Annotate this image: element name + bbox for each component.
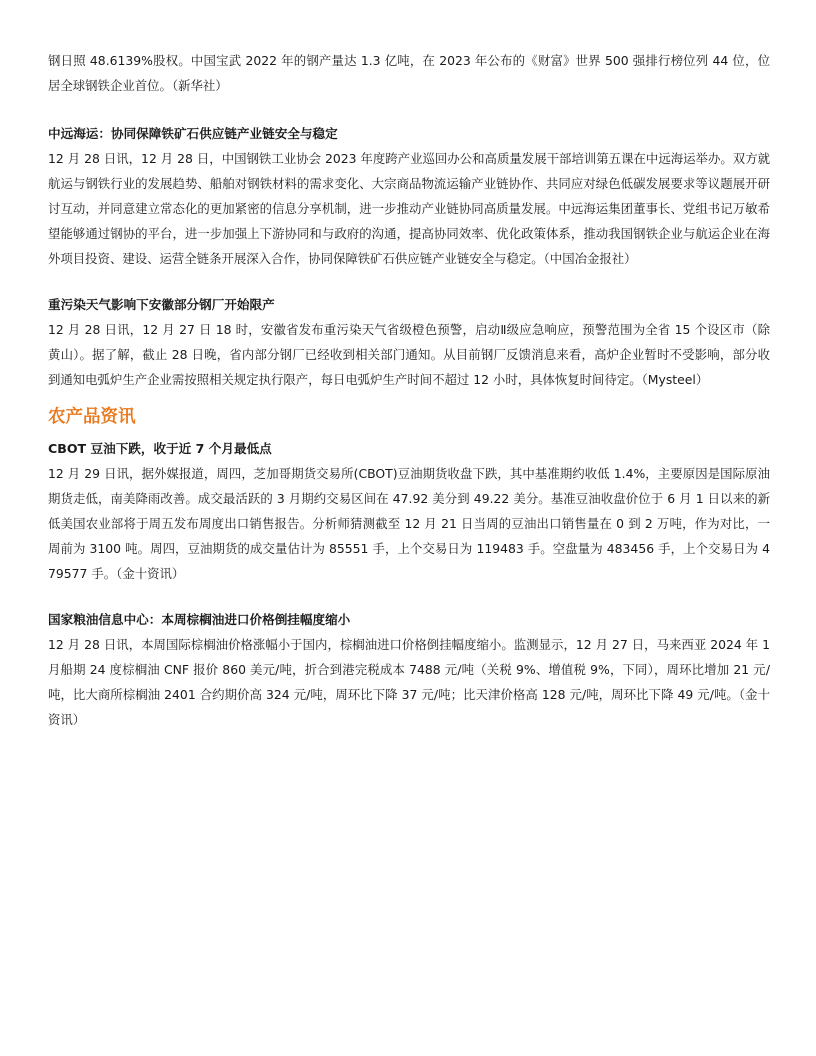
article-body: 12 月 28 日讯，本周国际棕榈油价格涨幅小于国内，棕榈油进口价格倒挂幅度缩小。监测显示，12 月 27 日，马来西亚 2024 年 1 月船期 24 度棕榈油 CNF 报价 860 美元/吨，折合到港完税成本 7488 元/吨（关税 9%、增值税 9%，下同），周环比增加 21 元/吨，比大商所棕榈油 2401 合约期价高 324 元/吨，周环比下降 37 元/吨；比天津价格高 128 元/吨，周环比下降 49 元/吨。（金十资讯） (48, 637, 770, 727)
document-page (48, 48, 770, 732)
article-headline: 中远海运：协同保障铁矿石供应链产业链安全与稳定 (48, 126, 338, 141)
news-article-cosco (48, 121, 770, 271)
article-body: 12 月 29 日讯，据外媒报道，周四，芝加哥期货交易所(CBOT)豆油期货收盘下跌，其中基准期约收低 1.4%，主要原因是国际原油期货走低，南美降雨改善。成交最活跃的 3 月期约交易区间在 47.92 美分到 49.22 美分。基准豆油收盘价位于 6 月 1 日以来的新低美国农业部将于周五发布周度出口销售报告。分析师猜测截至 12 月 21 日当周的豆油出口销售量在 0 到 2 万吨，作为对比，一周前为 3100 吨。周四，豆油期货的成交量估计为 85551 手，上个交易日为 119483 手。空盘量为 483456 手，上个交易日为 479577 手。（金十资讯） (48, 466, 770, 581)
news-article-anhui (48, 292, 770, 392)
article-headline: 国家粮油信息中心：本周棕榈油进口价格倒挂幅度缩小 (48, 612, 351, 627)
news-article-cbot (48, 436, 770, 586)
article-headline: 重污染天气影响下安徽部分钢厂开始限产 (48, 297, 275, 312)
news-article-palm-oil (48, 607, 770, 732)
article-body: 12 月 28 日讯，12 月 28 日，中国钢铁工业协会 2023 年度跨产业巡回办公和高质量发展干部培训第五课在中远海运举办。双方就航运与钢铁行业的发展趋势、船舶对钢铁材料的需求变化、大宗商品物流运输产业链协作、共同应对绿色低碳发展要求等议题展开研讨互动，并同意建立常态化的更加紧密的信息分享机制，进一步推动产业链协同高质量发展。中远海运集团董事长、党组书记万敏希望能够通过钢协的平台，进一步加强上下游协同和与政府的沟通，提高协同效率、优化政策体系，推动我国钢铁企业与航运企业在海外项目投资、建设、运营全链条开展深入合作，协同保障铁矿石供应链产业链安全与稳定。（中国冶金报社） (48, 151, 770, 266)
section-title-agriculture: 农产品资讯 (48, 407, 136, 427)
article-headline: CBOT 豆油下跌，收于近 7 个月最低点 (48, 441, 272, 456)
intro-paragraph: 钢日照 48.6139%股权。中国宝武 2022 年的钢产量达 1.3 亿吨，在 2023 年公布的《财富》世界 500 强排行榜位列 44 位，位居全球钢铁企业首位。（新华社） (48, 53, 770, 93)
article-body: 12 月 28 日讯，12 月 27 日 18 时，安徽省发布重污染天气省级橙色预警，启动Ⅱ级应急响应，预警范围为全省 15 个设区市（除黄山）。据了解，截止 28 日晚，省内部分钢厂已经收到相关部门通知。从目前钢厂反馈消息来看，高炉企业暂时不受影响，部分收到通知电弧炉生产企业需按照相关规定执行限产，每日电弧炉生产时间不超过 12 小时，具体恢复时间待定。（Mysteel） (48, 322, 770, 387)
